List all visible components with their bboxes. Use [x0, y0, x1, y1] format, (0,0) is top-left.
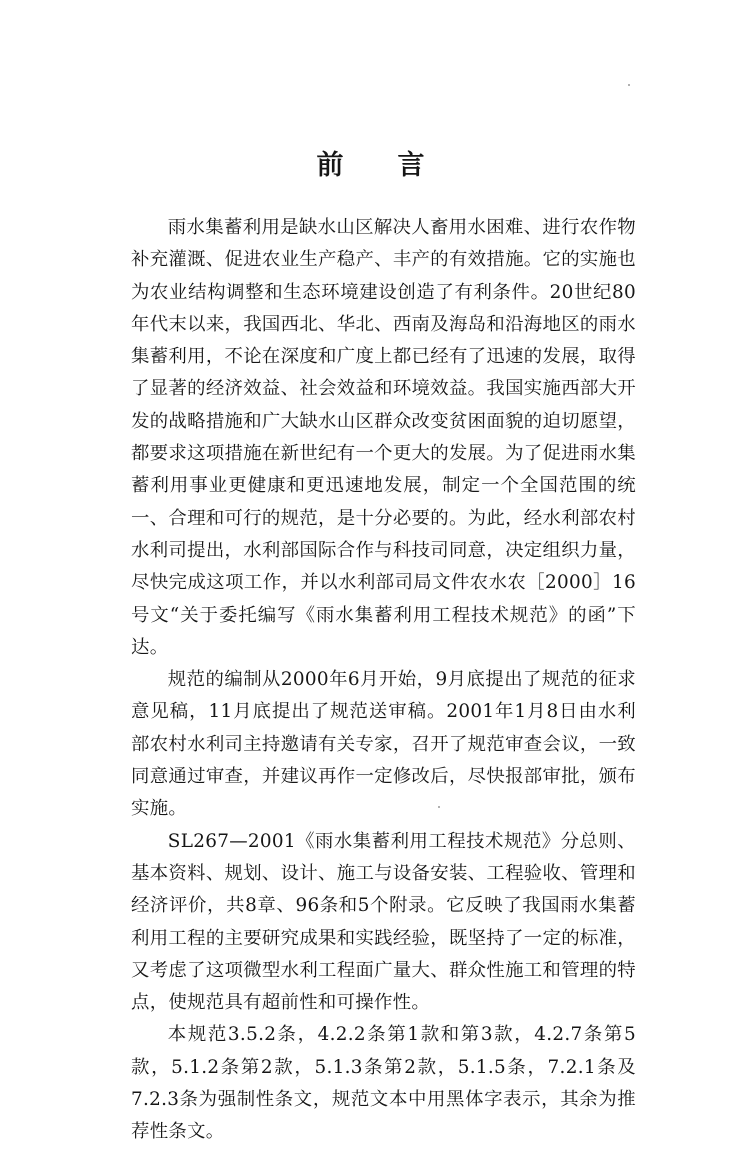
scan-speck — [628, 84, 630, 86]
preface-body — [131, 212, 636, 1149]
page-title-char-1: 前 — [316, 150, 346, 181]
page-title — [0, 143, 743, 182]
paragraph-3: SL267—2001《雨水集蓄利用工程技术规范》分总则、基本资料、规划、设计、施工与设备安装、工程验收、管理和经济评价，共8章、96条和5个附录。它反映了我国雨水集蓄利用工程的主要研究成果和实践经验，既坚持了一定的标准，又考虑了这项微型水利工程面广量大、群众性施工和管理的特点，使规范具有超前性和可操作性。 — [131, 830, 636, 1014]
page-title-char-2: 言 — [397, 150, 427, 181]
paragraph-2: 规范的编制从2000年6月开始，9月底提出了规范的征求意见稿，11月底提出了规范送审稿。2001年1月8日由水利部农村水利司主持邀请有关专家，召开了规范审查会议，一致同意通过审查，并建议再作一定修改后，尽快报部审批，颁布实施。 — [131, 669, 636, 820]
paragraph-4: 本规范3.5.2条，4.2.2条第1款和第3款，4.2.7条第5款，5.1.2条第2款，5.1.3条第2款，5.1.5条，7.2.1条及7.2.3条为强制性条文，规范文本中用黑体字表示，其余为推荐性条文。 — [131, 1024, 636, 1143]
scan-speck — [438, 806, 440, 808]
paragraph-1: 雨水集蓄利用是缺水山区解决人畜用水困难、进行农作物补充灌溉、促进农业生产稳产、丰产的有效措施。它的实施也为农业结构调整和生态环境建设创造了有利条件。20世纪80年代末以来，我国西北、华北、西南及海岛和沿海地区的雨水集蓄利用，不论在深度和广度上都已经有了迅速的发展，取得了显著的经济效益、社会效益和环境效益。我国实施西部大开发的战略措施和广大缺水山区群众改变贫困面貌的迫切愿望，都要求这项措施在新世纪有一个更大的发展。为了促进雨水集蓄利用事业更健康和更迅速地发展，制定一个全国范围的统一、合理和可行的规范，是十分必要的。为此，经水利部农村水利司提出，水利部国际合作与科技司同意，决定组织力量，尽快完成这项工作，并以水利部司局文件农水农［2000］16号文“关于委托编写《雨水集蓄利用工程技术规范》的函”下达。 — [131, 217, 636, 658]
